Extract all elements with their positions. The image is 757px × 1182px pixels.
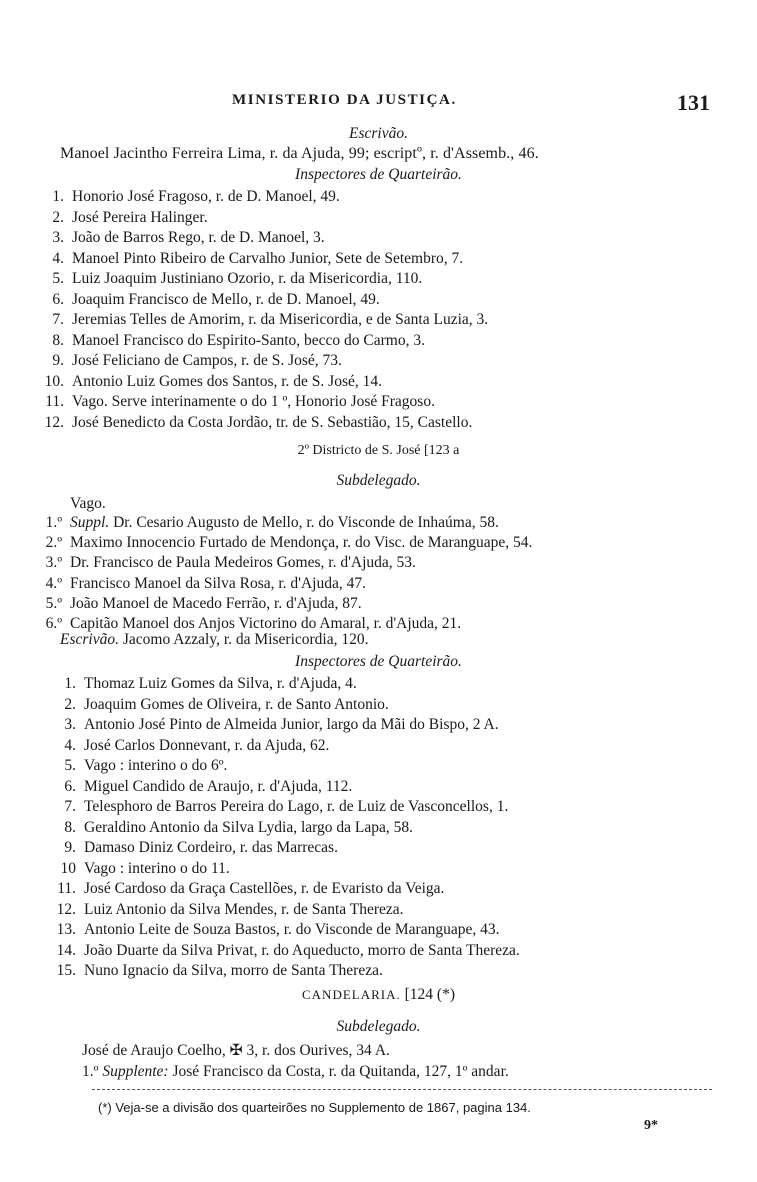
escrivao-line: Manoel Jacintho Ferreira Lima, r. da Ajuda, 99; escriptº, r. d'Assemb., 46. bbox=[60, 145, 539, 162]
supplente-line-3 bbox=[82, 1062, 509, 1081]
list-item bbox=[38, 310, 488, 329]
list-item bbox=[38, 351, 342, 370]
item-text: Telesphoro de Barros Pereira do Lago, r. de Luiz de Vasconcellos, 1. bbox=[84, 798, 509, 815]
inspectores-heading-1: Inspectores de Quarteirão. bbox=[295, 166, 462, 183]
list-item bbox=[50, 920, 499, 939]
item-number: 6. bbox=[52, 290, 64, 308]
escrivao-label: Escrivão. bbox=[60, 631, 119, 648]
district-heading-candelaria bbox=[0, 985, 757, 1004]
list-item bbox=[50, 879, 444, 898]
list-item bbox=[50, 859, 230, 878]
item-number: 11. bbox=[45, 393, 64, 410]
item-number: 2. bbox=[64, 695, 76, 713]
list-item bbox=[50, 818, 413, 837]
subdelegado-line-3: José de Araujo Coelho, ✠ 3, r. dos Ourives, 34 A. bbox=[82, 1042, 390, 1059]
list-item bbox=[50, 674, 357, 693]
supplente-text: José Francisco da Costa, r. da Quitanda, 127, 1º andar. bbox=[168, 1063, 509, 1080]
item-text: Vago : interino o do 11. bbox=[84, 859, 230, 877]
item-number: 1. bbox=[52, 188, 64, 205]
page-number: 131 bbox=[677, 90, 710, 115]
item-number: 3. bbox=[64, 716, 76, 733]
item-text: Thomaz Luiz Gomes da Silva, r. d'Ajuda, 4. bbox=[84, 675, 357, 692]
list-item bbox=[36, 574, 366, 593]
item-number: 11. bbox=[57, 880, 76, 897]
item-number: 6. bbox=[64, 777, 76, 795]
item-text: Antonio Leite de Souza Bastos, r. do Visconde de Maranguape, 43. bbox=[84, 921, 500, 938]
item-text: José Benedicto da Costa Jordão, tr. de S. Sebastião, 15, Castello. bbox=[72, 413, 473, 431]
item-number: 8. bbox=[64, 818, 76, 836]
list-item bbox=[38, 372, 382, 391]
item-number: 14. bbox=[56, 941, 76, 959]
list-item bbox=[38, 228, 325, 247]
list-item bbox=[38, 392, 435, 411]
list-item bbox=[36, 533, 532, 552]
item-number: 9. bbox=[52, 352, 64, 369]
subdelegado-heading-3: Subdelegado. bbox=[336, 1018, 421, 1035]
list-item bbox=[50, 777, 352, 796]
list-item bbox=[50, 838, 338, 857]
item-text: Maximo Innocencio Furtado de Mendonça, r. do Visc. de Maranguape, 54. bbox=[70, 534, 533, 552]
item-text: Manoel Francisco do Espirito-Santo, becco do Carmo, 3. bbox=[72, 331, 425, 349]
item-text: José Pereira Halinger. bbox=[72, 208, 208, 226]
supplente-label: Supplente: bbox=[102, 1063, 169, 1080]
item-number: 15. bbox=[56, 962, 76, 979]
item-number: 7. bbox=[64, 798, 76, 815]
supplente-num: 1.º bbox=[82, 1063, 99, 1080]
item-number: 6.º bbox=[45, 615, 62, 632]
list-item bbox=[50, 900, 404, 919]
item-number: 7. bbox=[52, 311, 64, 328]
subdelegado-vago: Vago. bbox=[70, 495, 106, 512]
list-item bbox=[50, 715, 499, 734]
item-number: 8. bbox=[52, 331, 64, 349]
item-text: Dr. Francisco de Paula Medeiros Gomes, r. d'Ajuda, 53. bbox=[70, 554, 416, 572]
item-number: 12. bbox=[44, 413, 64, 431]
list-item bbox=[38, 187, 340, 206]
list-item bbox=[38, 269, 422, 288]
item-number: 9. bbox=[64, 839, 76, 856]
item-text: Jeremias Telles de Amorim, r. da Misericordia, e de Santa Luzia, 3. bbox=[72, 311, 489, 328]
item-text: João de Barros Rego, r. de D. Manoel, 3. bbox=[72, 229, 325, 246]
page-header bbox=[60, 90, 710, 120]
item-text: Joaquim Francisco de Mello, r. de D. Manoel, 49. bbox=[72, 290, 380, 308]
item-text: Luiz Joaquim Justiniano Ozorio, r. da Misericordia, 110. bbox=[72, 270, 423, 287]
list-item bbox=[36, 553, 416, 572]
item-number: 1.º bbox=[45, 514, 62, 531]
item-text: Luiz Antonio da Silva Mendes, r. de Santa Thereza. bbox=[84, 900, 404, 918]
item-number: 4. bbox=[64, 736, 76, 754]
item-number: 10 bbox=[60, 859, 76, 877]
item-text: Honorio José Fragoso, r. de D. Manoel, 49. bbox=[72, 188, 340, 205]
item-text: José Feliciano de Campos, r. de S. José, 73. bbox=[72, 352, 342, 369]
item-number: 2.º bbox=[45, 534, 62, 552]
item-text: João Manoel de Macedo Ferrão, r. d'Ajuda, 87. bbox=[70, 594, 362, 612]
subdelegado-heading-2: Subdelegado. bbox=[336, 472, 421, 489]
item-text: José Carlos Donnevant, r. da Ajuda, 62. bbox=[84, 736, 330, 754]
item-number: 1. bbox=[64, 675, 76, 692]
item-text: Antonio José Pinto de Almeida Junior, largo da Mãi do Bispo, 2 A. bbox=[84, 716, 499, 733]
item-text: Nuno Ignacio da Silva, morro de Santa Thereza. bbox=[84, 962, 383, 979]
district-name: CANDELARIA. bbox=[302, 987, 401, 1002]
item-label: Suppl. bbox=[70, 514, 110, 531]
district-ref: [124 (*) bbox=[400, 986, 455, 1003]
item-text: Francisco Manoel da Silva Rosa, r. d'Ajuda, 47. bbox=[70, 574, 366, 592]
item-number: 3.º bbox=[45, 554, 62, 572]
item-number: 10. bbox=[44, 372, 64, 390]
item-number: 5. bbox=[64, 757, 76, 774]
item-text: José Cardoso da Graça Castellões, r. de Evaristo da Veiga. bbox=[84, 880, 445, 897]
district-heading-sao-jose: 2º Districto de S. José [123 a bbox=[297, 443, 460, 458]
footnote-rule bbox=[92, 1089, 712, 1090]
item-text: Geraldino Antonio da Silva Lydia, largo da Lapa, 58. bbox=[84, 818, 414, 836]
item-text: Capitão Manoel dos Anjos Victorino do Amaral, r. d'Ajuda, 21. bbox=[70, 615, 462, 632]
list-item bbox=[50, 961, 383, 980]
item-number: 13. bbox=[56, 921, 76, 938]
item-text: Dr. Cesario Augusto de Mello, r. do Visconde de Inhaúma, 58. bbox=[109, 514, 499, 531]
escrivao-line-2 bbox=[60, 630, 369, 649]
item-number: 3. bbox=[52, 229, 64, 246]
list-item bbox=[38, 208, 208, 227]
list-item bbox=[50, 695, 389, 714]
list-item bbox=[50, 736, 329, 755]
list-item bbox=[50, 941, 520, 960]
item-number: 4. bbox=[52, 249, 64, 267]
item-number: 5.º bbox=[45, 594, 62, 612]
item-text: Antonio Luiz Gomes dos Santos, r. de S. José, 14. bbox=[72, 372, 382, 390]
item-text: João Duarte da Silva Privat, r. do Aqueducto, morro de Santa Thereza. bbox=[84, 941, 520, 959]
running-title: MINISTERIO DA JUSTIÇA. bbox=[232, 92, 457, 108]
item-number: 5. bbox=[52, 270, 64, 287]
list-item bbox=[50, 756, 227, 775]
item-text: Vago : interino o do 6º. bbox=[84, 757, 228, 774]
item-number: 4.º bbox=[45, 574, 62, 592]
list-item bbox=[38, 249, 463, 268]
list-item bbox=[38, 413, 472, 432]
item-text: Miguel Candido de Araujo, r. d'Ajuda, 112. bbox=[84, 777, 353, 795]
item-text: Joaquim Gomes de Oliveira, r. de Santo Antonio. bbox=[84, 695, 389, 713]
item-number: 2. bbox=[52, 208, 64, 226]
item-text: Vago. Serve interinamente o do 1 º, Honorio José Fragoso. bbox=[72, 393, 435, 410]
list-item bbox=[36, 594, 362, 613]
list-item bbox=[36, 513, 499, 532]
escrivao-heading: Escrivão. bbox=[349, 125, 408, 142]
item-text: Manoel Pinto Ribeiro de Carvalho Junior, Sete de Setembro, 7. bbox=[72, 249, 464, 267]
inspectores-heading-2: Inspectores de Quarteirão. bbox=[295, 653, 462, 670]
item-text: Damaso Diniz Cordeiro, r. das Marrecas. bbox=[84, 839, 338, 856]
list-item bbox=[50, 797, 508, 816]
item-number: 12. bbox=[56, 900, 76, 918]
signature-mark: 9* bbox=[644, 1118, 658, 1133]
footnote: (*) Veja-se a divisão dos quarteirões no Supplemento de 1867, pagina 134. bbox=[98, 1100, 531, 1115]
list-item bbox=[38, 290, 380, 309]
escrivao-text: Jacomo Azzaly, r. da Misericordia, 120. bbox=[118, 631, 369, 648]
list-item bbox=[38, 331, 425, 350]
